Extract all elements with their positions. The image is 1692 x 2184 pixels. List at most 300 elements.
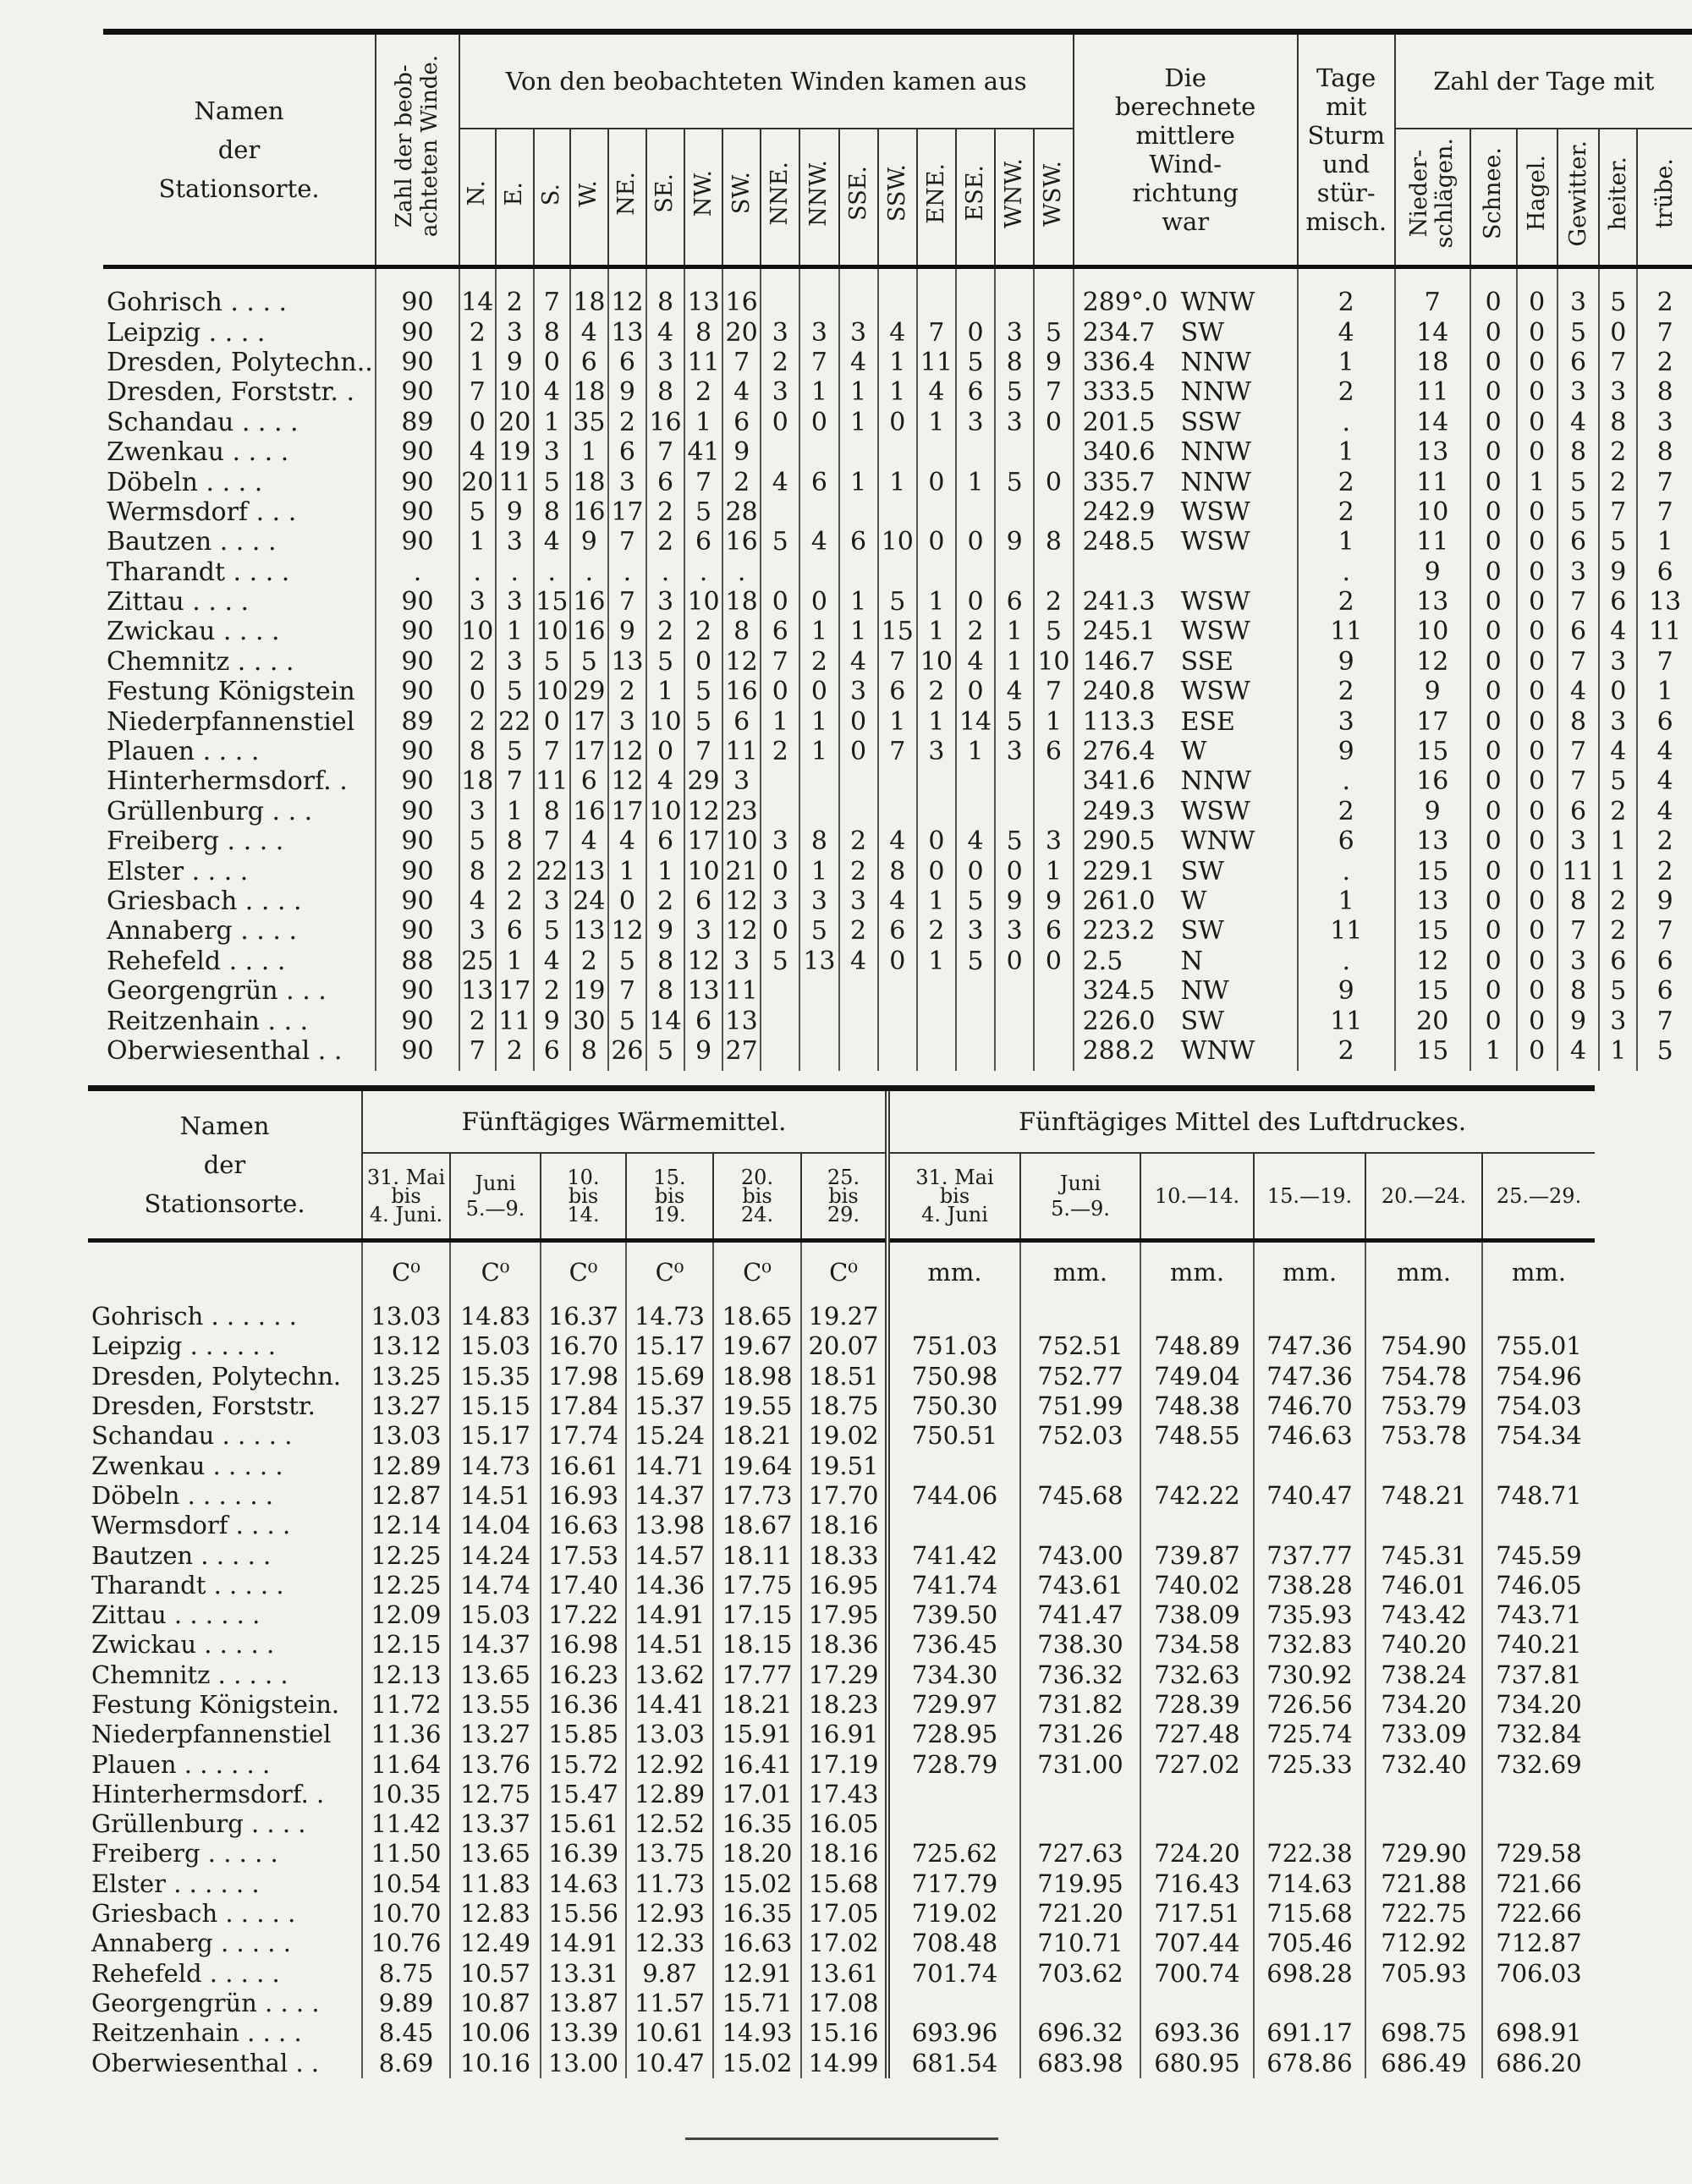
temperature-value: 17.95 [801,1600,887,1630]
temperature-value: 9.89 [362,1989,450,2018]
direction-count: 2 [646,497,684,527]
pressure-value: 715.68 [1254,1899,1365,1929]
wind-row [103,826,1692,856]
direction-count: 11 [534,766,570,796]
direction-count [761,1006,799,1035]
temp-pressure-table-body [88,1241,1595,2078]
direction-count: 4 [646,766,684,796]
pressure-value: 735.93 [1254,1600,1365,1630]
pressure-value: 678.86 [1254,2048,1365,2077]
mean-direction-compass: NW [1180,976,1229,1007]
weather-days: 0 [1517,497,1557,527]
direction-count [956,1006,995,1035]
direction-count [1034,766,1073,796]
direction-count: 0 [917,467,956,497]
weather-days: 9 [1395,557,1470,587]
direction-count: 1 [761,706,799,736]
direction-count: 26 [608,1036,646,1071]
station-name: Reitzenhain . . . [107,1006,309,1036]
temperature-value: 14.37 [626,1481,713,1511]
storm-days: 11 [1298,1006,1395,1035]
direction-count: 19 [570,976,608,1006]
direction-count: 4 [878,826,917,856]
weather-days: 5 [1557,317,1599,347]
days-header-precip: Nieder- schlägen. [1395,129,1470,267]
dir-header-sw: SW. [722,129,761,267]
direction-count: 2 [646,886,684,916]
weather-days: 8 [1557,437,1599,467]
direction-count [995,267,1034,318]
dir-header-wnw: WNW. [995,129,1034,267]
station-name: Festung Königstein [107,677,355,707]
temperature-value: 18.65 [713,1302,801,1331]
direction-count: 3 [995,737,1034,766]
station-name: Annaberg . . . . [107,916,297,947]
temperature-value: 15.35 [450,1362,541,1391]
weather-days: 3 [1637,408,1692,437]
pressure-period-6: 25.—29. [1482,1153,1595,1241]
observed-count: 89 [376,706,459,736]
weather-days: 0 [1470,377,1517,407]
direction-count: 7 [608,527,646,557]
pressure-value: 754.03 [1482,1391,1595,1421]
storm-days: 2 [1298,467,1395,497]
direction-count: 6 [839,527,878,557]
direction-count [917,1006,956,1035]
direction-count: 8 [684,317,722,347]
temperature-value: 14.57 [626,1540,713,1570]
direction-count: 8 [534,497,570,527]
weather-days: 0 [1470,527,1517,557]
direction-count: 1 [646,677,684,706]
weather-days: 5 [1599,976,1637,1006]
mean-direction-degrees: 240.8 [1082,677,1156,707]
units-blank [88,1241,362,1303]
pressure-value: 680.95 [1140,2048,1254,2077]
direction-count: 8 [799,826,838,856]
storm-days: 11 [1298,916,1395,946]
pressure-value: 741.74 [887,1571,1020,1600]
pressure-unit: mm. [1254,1241,1365,1303]
temp-pressure-row [88,1989,1595,2018]
direction-count: 29 [684,766,722,796]
mean-direction [1074,408,1298,437]
weather-days: 17 [1395,706,1470,736]
direction-count: 13 [722,1006,761,1035]
direction-count: 2 [684,377,722,407]
direction-count: 3 [995,317,1034,347]
weather-days: 0 [1517,437,1557,467]
direction-count: 6 [995,587,1034,617]
weather-days: 0 [1470,737,1517,766]
pressure-value [887,1302,1020,1331]
pressure-value: 752.51 [1020,1331,1140,1361]
pressure-value: 740.20 [1365,1630,1482,1660]
weather-days: 13 [1395,437,1470,467]
observed-count: 90 [376,916,459,946]
station-name: Rehefeld . . . . . [91,1958,280,1988]
direction-count [956,1036,995,1071]
station-name: Leipzig . . . . . . [91,1331,276,1361]
direction-count: 2 [839,916,878,946]
weather-days: 1 [1637,677,1692,706]
direction-count: 8 [646,947,684,976]
wind-row [103,348,1692,377]
direction-count: 3 [995,916,1034,946]
observed-count: 90 [376,617,459,646]
storm-days: 1 [1298,437,1395,467]
pressure-value [1020,1511,1140,1540]
weather-days: 3 [1599,647,1637,677]
temp-pressure-row [88,1511,1595,1540]
temperature-value: 13.03 [362,1421,450,1451]
temperature-value: 16.95 [801,1571,887,1600]
weather-days: 15 [1395,737,1470,766]
direction-count: 20 [496,408,534,437]
direction-count: 0 [956,856,995,886]
pressure-value [887,1780,1020,1809]
temperature-value: 19.55 [713,1391,801,1421]
temperature-value: 16.37 [541,1302,626,1331]
direction-count: 1 [799,706,838,736]
wind-row [103,587,1692,617]
mean-direction-degrees: 229.1 [1082,856,1156,886]
direction-count [1034,1036,1073,1071]
weather-days: 3 [1557,267,1599,318]
temp-unit: C⁰ [450,1241,541,1303]
mean-direction-compass: SSE [1180,646,1234,677]
temperature-value: 17.73 [713,1481,801,1511]
direction-count: 3 [608,706,646,736]
weather-days: 0 [1470,317,1517,347]
pressure-value: 712.92 [1365,1929,1482,1958]
direction-count: 5 [570,647,608,677]
direction-count: 7 [496,766,534,796]
temperature-value: 14.91 [541,1929,626,1958]
temperature-value: 16.39 [541,1839,626,1868]
direction-count [799,976,838,1006]
dir-header-s: S. [534,129,570,267]
weather-days: 0 [1470,617,1517,646]
weather-days: 0 [1517,886,1557,916]
pressure-value: 739.87 [1140,1540,1254,1570]
direction-count: . [646,557,684,587]
mean-direction-degrees: 146.7 [1082,646,1156,677]
pressure-value: 730.92 [1254,1660,1365,1690]
wind-row [103,317,1692,347]
direction-count: 13 [570,916,608,946]
temperature-value: 10.54 [362,1869,450,1899]
direction-count: 1 [646,856,684,886]
wind-row [103,947,1692,976]
pressure-value: 755.01 [1482,1331,1595,1361]
weather-days: 8 [1557,886,1599,916]
station-header-2: Namen der Stationsorte. [88,1089,362,1241]
direction-count: 16 [722,677,761,706]
direction-count: 12 [684,797,722,826]
direction-count: . [722,557,761,587]
weather-days: 4 [1599,737,1637,766]
direction-count: 12 [722,647,761,677]
pressure-value: 747.36 [1254,1331,1365,1361]
pressure-value: 743.61 [1020,1571,1140,1600]
direction-count: 18 [570,467,608,497]
direction-count [839,497,878,527]
temperature-value: 17.19 [801,1749,887,1779]
pressure-value [1254,1780,1365,1809]
direction-count: 2 [761,348,799,377]
direction-count: 7 [459,1036,496,1071]
temperature-value: 18.67 [713,1511,801,1540]
direction-count: . [570,557,608,587]
temperature-value: 13.62 [626,1660,713,1690]
direction-count: 5 [1034,317,1073,347]
temperature-value: 11.36 [362,1720,450,1749]
direction-count: 6 [956,377,995,407]
direction-count: 2 [646,527,684,557]
weather-days: 1 [1470,1036,1517,1071]
direction-count: 1 [917,886,956,916]
temp-pressure-row [88,1540,1595,1570]
direction-count: 11 [496,1006,534,1035]
direction-count: 5 [684,497,722,527]
direction-count: 9 [496,348,534,377]
pressure-value [1365,1809,1482,1839]
direction-count: 18 [722,587,761,617]
pressure-value: 698.91 [1482,2018,1595,2048]
weather-days: 7 [1637,916,1692,946]
pressure-value [1020,1809,1140,1839]
direction-count [799,1006,838,1035]
dir-header-nnw: NNW. [799,129,838,267]
weather-days: 15 [1395,856,1470,886]
direction-count: 7 [761,647,799,677]
pressure-value: 703.62 [1020,1959,1140,1989]
direction-count: 4 [608,826,646,856]
direction-count: 3 [496,647,534,677]
direction-count: 29 [570,677,608,706]
weather-days: 1 [1637,527,1692,557]
temperature-value: 17.22 [541,1600,626,1630]
direction-count: 10 [878,527,917,557]
mean-direction-degrees: 245.1 [1082,617,1156,647]
pressure-value: 731.82 [1020,1690,1140,1720]
station-name: Hinterhermsdorf. . [107,766,348,797]
direction-count: 0 [995,856,1034,886]
temperature-value: 10.70 [362,1899,450,1929]
weather-days: 3 [1557,826,1599,856]
mean-direction [1074,886,1298,916]
pressure-value: 725.74 [1254,1720,1365,1749]
direction-count: 2 [839,826,878,856]
temperature-value: 13.65 [450,1839,541,1868]
temperature-value: 17.15 [713,1600,801,1630]
direction-count: 7 [1034,677,1073,706]
temp-group-header: Fünftägiges Wärmemittel. [362,1089,887,1154]
temperature-value: 15.37 [626,1391,713,1421]
weather-days: 15 [1395,1036,1470,1071]
direction-count: 10 [917,647,956,677]
pressure-value: 734.20 [1482,1690,1595,1720]
temperature-value: 15.15 [450,1391,541,1421]
weather-days: 0 [1470,408,1517,437]
direction-count: 0 [839,737,878,766]
pressure-value: 696.32 [1020,2018,1140,2048]
direction-count: 3 [956,408,995,437]
temperature-value: 13.31 [541,1959,626,1989]
temperature-value: 12.89 [626,1780,713,1809]
temperature-value: 11.64 [362,1749,450,1779]
storm-days: . [1298,557,1395,587]
pressure-value: 752.03 [1020,1421,1140,1451]
temperature-value: 16.93 [541,1481,626,1511]
pressure-value: 722.66 [1482,1899,1595,1929]
direction-count [1034,1006,1073,1035]
pressure-value: 728.95 [887,1720,1020,1749]
dir-header-ne: NE. [608,129,646,267]
temperature-value: 14.36 [626,1571,713,1600]
direction-count: 17 [684,826,722,856]
pressure-value: 731.00 [1020,1749,1140,1779]
direction-count: 1 [534,408,570,437]
temperature-value: 13.65 [450,1660,541,1690]
dir-header-w: W. [570,129,608,267]
pressure-value: 717.51 [1140,1899,1254,1929]
station-name: Dresden, Polytechn. [91,1361,342,1391]
direction-count: 8 [722,617,761,646]
dir-header-e: E. [496,129,534,267]
direction-count: 20 [722,317,761,347]
temperature-value: 10.57 [450,1959,541,1989]
weather-days: 0 [1470,647,1517,677]
pressure-value: 722.38 [1254,1839,1365,1868]
direction-count: 1 [878,377,917,407]
pressure-value: 710.71 [1020,1929,1140,1958]
direction-count: 17 [570,706,608,736]
direction-count: 5 [956,886,995,916]
direction-count: 17 [496,976,534,1006]
temperature-value: 16.70 [541,1331,626,1361]
weather-days: 0 [1599,677,1637,706]
temp-pressure-row [88,1451,1595,1480]
station-name: Reitzenhain . . . . [91,2018,302,2048]
direction-count: 0 [761,587,799,617]
direction-count [878,437,917,467]
direction-count [839,437,878,467]
station-name: Gohrisch . . . . . . [91,1302,297,1331]
weather-days: 6 [1557,617,1599,646]
pressure-value: 693.96 [887,2018,1020,2048]
temp-pressure-row [88,1959,1595,1989]
direction-count [995,976,1034,1006]
mean-direction [1074,797,1298,826]
mean-direction-degrees: 335.7 [1082,467,1156,497]
pressure-value: 748.21 [1365,1481,1482,1511]
pressure-value: 705.46 [1254,1929,1365,1958]
direction-count: 3 [761,317,799,347]
temperature-value: 15.72 [541,1749,626,1779]
direction-count: 3 [534,886,570,916]
direction-count: 17 [608,797,646,826]
station-name: Tharandt . . . . . [91,1570,284,1600]
mean-direction-degrees: 223.2 [1082,916,1156,947]
station-name: Grüllenburg . . . . [91,1809,306,1839]
temperature-value: 12.49 [450,1929,541,1958]
station-name: Zwickau . . . . . [91,1630,275,1660]
direction-count: 13 [608,317,646,347]
temperature-value: 13.25 [362,1362,450,1391]
weather-days: 7 [1637,1006,1692,1035]
direction-count: 6 [684,527,722,557]
direction-count [995,1006,1034,1035]
temp-unit: C⁰ [362,1241,450,1303]
direction-count: 16 [570,617,608,646]
direction-count: 25 [459,947,496,976]
mean-direction-compass: SW [1180,856,1224,886]
temperature-value: 8.75 [362,1959,450,1989]
temperature-value: 12.93 [626,1899,713,1929]
direction-count: 1 [496,797,534,826]
direction-count: 5 [878,587,917,617]
direction-count: 7 [534,737,570,766]
observed-count-header: Zahl der beob- achteten Winde. [376,32,459,267]
pressure-value [1365,1989,1482,2018]
direction-count: 0 [534,348,570,377]
direction-count: 4 [956,826,995,856]
weather-days: 0 [1470,497,1517,527]
pressure-value [1365,1511,1482,1540]
direction-count: 4 [459,437,496,467]
temperature-value: 12.13 [362,1660,450,1690]
pressure-value: 721.20 [1020,1899,1140,1929]
direction-count: 17 [608,497,646,527]
direction-count: 1 [799,617,838,646]
observed-count: 90 [376,497,459,527]
temp-unit: C⁰ [713,1241,801,1303]
temperature-value: 13.37 [450,1809,541,1839]
pressure-value: 721.66 [1482,1869,1595,1899]
direction-count: 12 [684,947,722,976]
weather-days: 9 [1395,797,1470,826]
temp-pressure-row [88,1749,1595,1779]
pressure-value [1140,1809,1254,1839]
direction-count: 4 [917,377,956,407]
direction-count: 2 [917,677,956,706]
direction-count [878,1036,917,1071]
station-name: Schandau . . . . [107,407,299,437]
pressure-value: 721.88 [1365,1869,1482,1899]
direction-count: 0 [459,677,496,706]
temperature-value: 8.45 [362,2018,450,2048]
direction-count: 6 [608,437,646,467]
direction-count [995,1036,1034,1071]
weather-days: 11 [1395,377,1470,407]
weather-days: 0 [1517,557,1557,587]
direction-count: 3 [608,467,646,497]
pressure-value: 728.79 [887,1749,1020,1779]
pressure-value: 743.00 [1020,1540,1140,1570]
temp-pressure-row [88,1421,1595,1451]
mean-direction-header: Die berechnete mittlere Wind- richtung war [1074,32,1298,267]
wind-row [103,677,1692,706]
temp-pressure-row [88,1331,1595,1361]
weather-days: 9 [1395,677,1470,706]
pressure-value [1365,1780,1482,1809]
direction-count: 0 [839,706,878,736]
weather-days: 13 [1395,886,1470,916]
direction-count: 2 [684,617,722,646]
storm-days: 2 [1298,377,1395,407]
